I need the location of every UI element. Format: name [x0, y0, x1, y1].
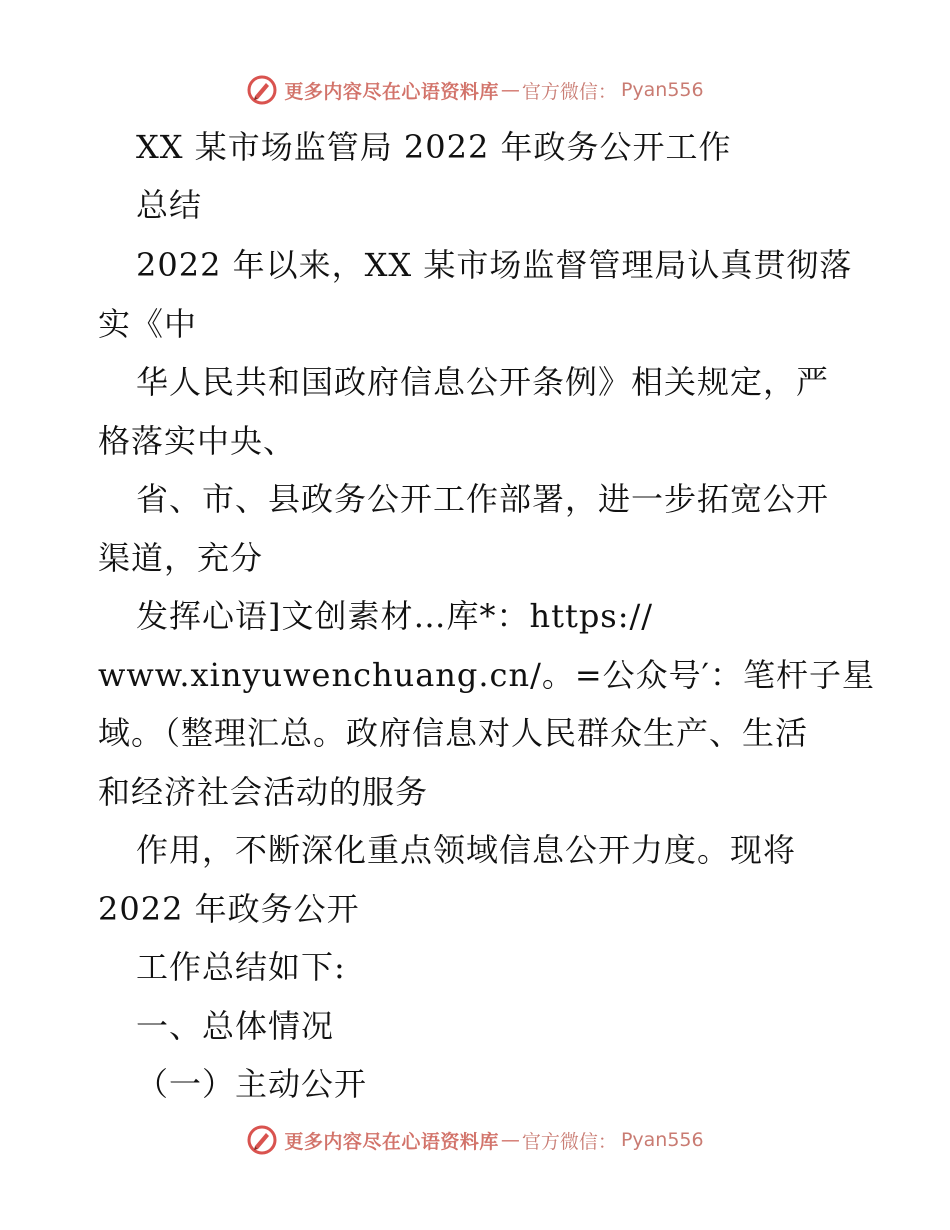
- doc-line: 发挥心语]文创素材…库*：https://: [136, 597, 654, 635]
- banner-main-text: 更多内容尽在心语资料库: [284, 1130, 499, 1153]
- section-heading: 一、总体情况: [136, 1007, 335, 1045]
- pen-logo-icon: [246, 74, 278, 106]
- doc-line: 工作总结如下:: [136, 948, 346, 986]
- doc-line: 2022 年政务公开: [98, 890, 360, 928]
- doc-line: 格落实中央、: [98, 422, 297, 460]
- doc-title-line-1: XX 某市场监管局 2022 年政务公开工作: [136, 128, 732, 166]
- doc-line: 实《中: [98, 305, 198, 343]
- banner-wechat-id: Pyan556: [620, 1129, 704, 1151]
- banner-wechat-id: Pyan556: [620, 79, 704, 101]
- banner-main-text: 更多内容尽在心语资料库: [284, 80, 499, 103]
- doc-title-line-2: 总结: [136, 186, 203, 224]
- doc-line: 省、市、县政务公开工作部署，进一步拓宽公开: [136, 480, 830, 518]
- doc-line: www.xinyuwenchuang.cn/。=公众号′：笔杆子星: [98, 656, 875, 694]
- header-banner: [0, 70, 950, 110]
- doc-line: 华人民共和国政府信息公开条例》相关规定，严: [136, 363, 830, 401]
- banner-sub-text: 官方微信：: [521, 1130, 617, 1153]
- banner-dash: —: [500, 1129, 520, 1151]
- doc-line: 作用，不断深化重点领域信息公开力度。现将: [136, 831, 797, 869]
- banner-sub-text: 官方微信：: [521, 80, 617, 103]
- doc-line: 渠道，充分: [98, 539, 264, 577]
- footer-banner: [0, 1120, 950, 1160]
- pen-logo-icon: [246, 1124, 278, 1156]
- doc-line: 2022 年以来，XX 某市场监督管理局认真贯彻落: [136, 246, 853, 284]
- doc-line: 域。（整理汇总。政府信息对人民群众生产、生活: [98, 714, 809, 752]
- subsection-heading: （一）主动公开: [136, 1065, 368, 1103]
- banner-dash: —: [500, 79, 520, 101]
- doc-line: 和经济社会活动的服务: [98, 773, 429, 811]
